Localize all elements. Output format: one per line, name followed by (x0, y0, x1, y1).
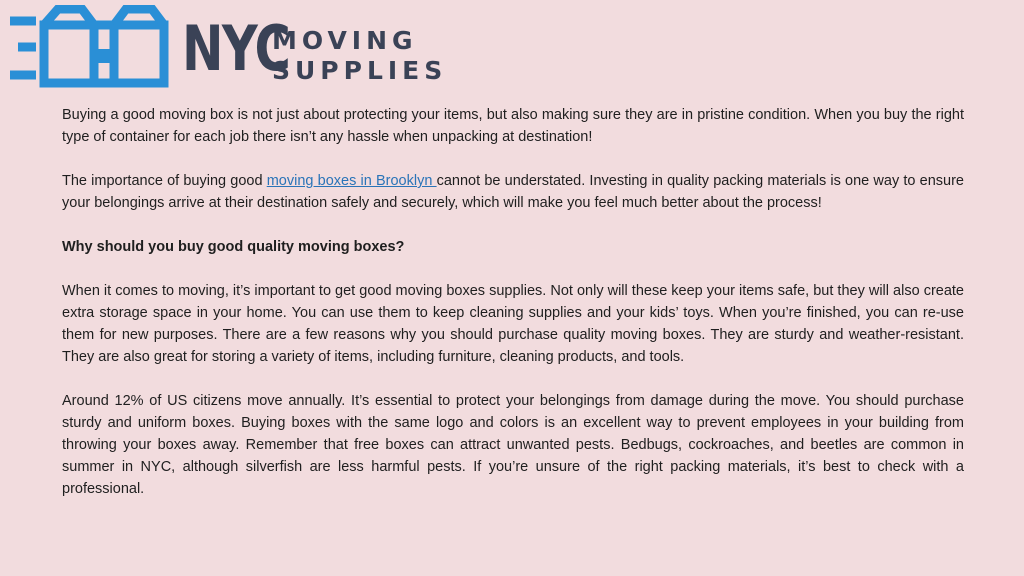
paragraph-importance-start: The importance of buying good (62, 173, 267, 189)
paragraph-importance (62, 170, 964, 214)
brand-logo (10, 5, 448, 90)
paragraph-statistics: Around 12% of US citizens move annually. It’s essential to protect your belongings from damage during the move. You should purchase sturdy and uniform boxes. Buying boxes with the same logo and colors is an excellent way to prevent employees in your building from throwing your boxes away. Remember that free boxes can attract unwanted pests. Bedbugs, cockroaches, and beetles are common in summer in NYC, although silverfish are less harmful pests. If you’re unsure of the right packing materials, it’s best to check with a professional. (62, 393, 964, 497)
paragraph-intro: Buying a good moving box is not just about protecting your items, but also making sure they are in pristine condition. When you buy the right type of container for each job there isn’t any hassle when unpacking at destination! (62, 107, 964, 145)
section-heading: Why should you buy good quality moving boxes? (62, 239, 405, 255)
logo-supplies-text: SUPPLIES (272, 56, 448, 85)
moving-boxes-brooklyn-link[interactable]: moving boxes in Brooklyn (266, 173, 437, 189)
moving-box-icon (10, 5, 180, 90)
logo-moving-text: MOVING (272, 26, 418, 55)
logo-nyc-text: NYC (182, 12, 290, 85)
article-body (62, 104, 964, 522)
paragraph-importance-end: cannot be understated. Investing in quality packing materials is one way to ensure your belongings arrive at their destination safely and securely, which will make you feel much better about the process! (62, 173, 964, 211)
paragraph-reasons: When it comes to moving, it’s important to get good moving boxes supplies. Not only will these keep your items safe, but they will also create extra storage space in your home. You can use them to keep cleaning supplies and your kids’ toys. When you’re finished, you can re-use them for new purposes. There are a few reasons why you should purchase quality moving boxes. They are sturdy and weather-resistant. They are also great for storing a variety of items, including furniture, cleaning products, and tools. (62, 283, 964, 365)
